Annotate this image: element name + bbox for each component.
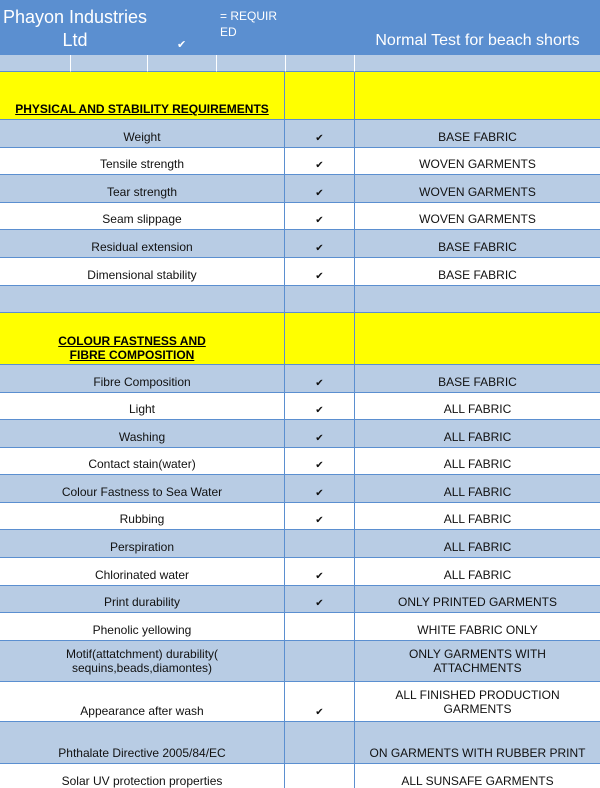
check-icon: ✔ [285,365,355,392]
check-icon: ✔ [285,258,355,285]
applies-to: ALL FABRIC [443,540,512,554]
table-row [0,175,600,203]
table-row [0,530,600,558]
check-icon: ✔ [285,393,355,419]
table-row [0,120,600,148]
sheet-header [0,0,600,55]
applies-to: WOVEN GARMENTS [419,212,536,226]
test-name: Dimensional stability [0,258,285,285]
test-name: Residual extension [0,230,285,257]
check-icon [285,722,355,763]
applies-to: ALL FABRIC [443,485,512,499]
applies-to: ONLY PRINTED GARMENTS [398,595,557,609]
applies-to: ALL FABRIC [443,430,512,444]
check-icon [285,764,355,788]
table-row [0,148,600,175]
test-name: Weight [0,120,285,147]
test-name: Phthalate Directive 2005/84/EC [0,722,285,763]
applies-to: BASE FABRIC [438,240,517,254]
check-icon: ✔ [285,682,355,721]
check-icon: ✔ [285,420,355,447]
section-title: COLOUR FASTNESS AND FIBRE COMPOSITION [58,334,206,362]
section-title: PHYSICAL AND STABILITY REQUIREMENTS [15,102,269,116]
test-name: Colour Fastness to Sea Water [0,475,285,502]
applies-to: ALL FABRIC [443,402,512,416]
table-row [0,258,600,286]
sheet-title: Normal Test for beach shorts [375,32,580,49]
applies-to: ALL FINISHED PRODUCTION GARMENTS [395,687,560,716]
table-row [0,393,600,420]
test-name: Solar UV protection properties [0,764,285,788]
table-row [0,420,600,448]
applies-to: WOVEN GARMENTS [419,157,536,171]
applies-to: WHITE FABRIC ONLY [417,623,538,637]
table-row [0,365,600,393]
test-name: Seam slippage [0,203,285,229]
test-name: Washing [0,420,285,447]
applies-to: ALL FABRIC [443,512,512,526]
legend-required: = REQUIRED [220,9,278,39]
table-row [0,641,600,682]
subbar-cell [355,55,600,72]
applies-to: ONLY GARMENTS WITH ATTACHMENTS [409,647,546,675]
check-icon [285,641,355,681]
test-name: Tensile strength [0,148,285,174]
test-name: Chlorinated water [0,558,285,585]
table-row [0,503,600,530]
subbar-cell [0,55,71,72]
test-name: Tear strength [0,175,285,202]
test-name: Perspiration [0,530,285,557]
subbar-cell [148,55,217,72]
check-icon: ✔ [285,120,355,147]
check-icon: ✔ [285,586,355,612]
legend-check-icon: ✔ [177,39,187,51]
table-row [0,448,600,475]
table-row [0,558,600,586]
header-subbar [0,55,600,72]
applies-to: ALL FABRIC [443,568,512,582]
spacer-row [0,286,600,313]
applies-to: BASE FABRIC [438,268,517,282]
test-name: Appearance after wash [0,682,285,721]
table-row [0,682,600,722]
check-icon: ✔ [285,175,355,202]
applies-to: WOVEN GARMENTS [419,185,536,199]
table-row [0,586,600,613]
table-row [0,764,600,788]
table-row [0,613,600,641]
test-name: Fibre Composition [0,365,285,392]
applies-to: BASE FABRIC [438,375,517,389]
test-name: Contact stain(water) [0,448,285,474]
check-icon [285,530,355,557]
test-name: Rubbing [0,503,285,529]
subbar-cell [71,55,148,72]
test-name: Print durability [0,586,285,612]
section-header-physical [0,72,600,120]
check-icon [285,613,355,640]
applies-to: ALL FABRIC [443,457,512,471]
check-icon: ✔ [285,148,355,174]
check-icon: ✔ [285,448,355,474]
company-name: Phayon Industries Ltd [2,7,148,50]
subbar-cell [286,55,355,72]
check-icon: ✔ [285,558,355,585]
check-icon: ✔ [285,230,355,257]
applies-to: ON GARMENTS WITH RUBBER PRINT [369,746,586,760]
subbar-cell [217,55,286,72]
check-icon: ✔ [285,475,355,502]
test-name: Motif(attatchment) durability( sequins,beads,diamontes) [0,641,285,681]
check-icon: ✔ [285,203,355,229]
test-name: Phenolic yellowing [0,613,285,640]
applies-to: BASE FABRIC [438,130,517,144]
table-row [0,230,600,258]
test-name: Light [0,393,285,419]
table-row [0,203,600,230]
check-icon: ✔ [285,503,355,529]
section-header-colour [0,313,600,365]
table-row [0,475,600,503]
table-row [0,722,600,764]
applies-to: ALL SUNSAFE GARMENTS [401,774,554,788]
